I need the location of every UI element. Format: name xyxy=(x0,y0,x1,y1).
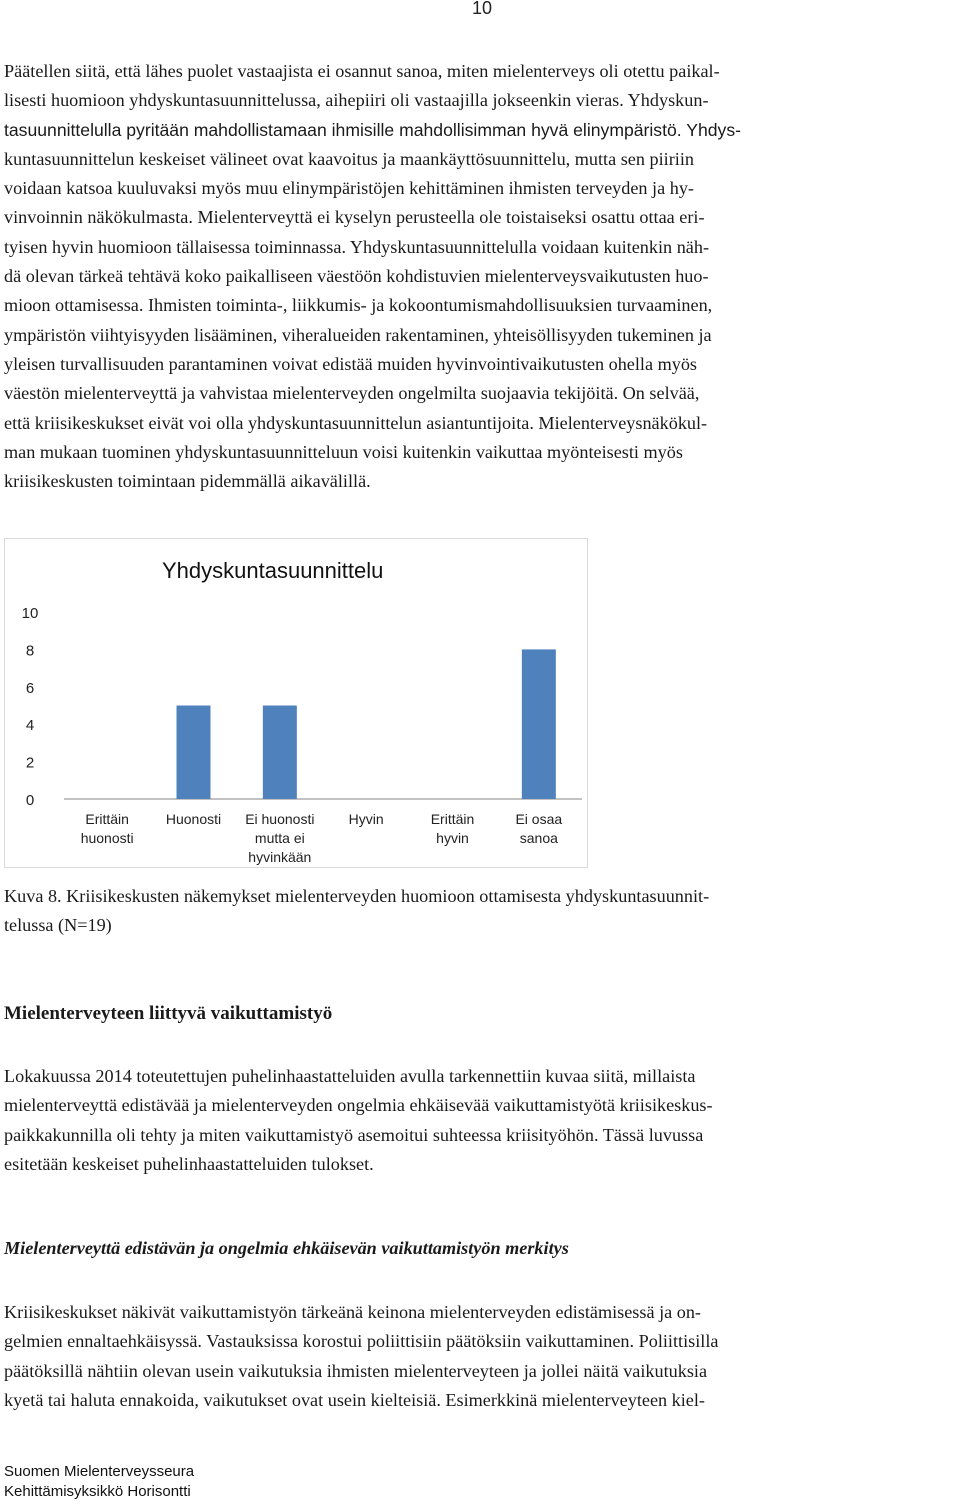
text-line: ympäristön viihtyisyyden lisääminen, viheralueiden rakentaminen, yhteisöllisyyden tukeminen ja xyxy=(4,324,712,345)
caption-line: telussa (N=19) xyxy=(4,915,112,936)
text-line: esitetään keskeiset puhelinhaastatteluiden tulokset. xyxy=(4,1153,374,1174)
text-line: kyetä tai haluta ennakoida, vaikutukset ovat usein kielteisiä. Esimerkkinä mielenterveyteen kiel- xyxy=(4,1389,705,1410)
x-category-label-line: Erittäin xyxy=(430,811,475,827)
x-category-label-line: Erittäin xyxy=(85,811,129,827)
body-paragraph-3 xyxy=(4,1298,956,1415)
body-paragraph-2 xyxy=(4,1062,956,1179)
text-line: man mukaan tuominen yhdyskuntasuunnitteluun voisi kuitenkin vaikuttaa myönteisesti myös xyxy=(4,441,683,462)
y-tick-label: 4 xyxy=(25,717,35,735)
text-line: lisesti huomioon yhdyskuntasuunnittelussa, aihepiiri oli vastaajilla jokseenkin vieras. Yhdyskun- xyxy=(4,90,709,111)
text-line: kriisikeskusten toimintaan pidemmällä aikavälillä. xyxy=(4,471,371,492)
bar-chart xyxy=(4,538,588,868)
y-tick-label: 0 xyxy=(25,792,35,809)
text-line: tyisen hyvin huomioon tällaisessa toiminnassa. Yhdyskuntasuunnittelulla voidaan kuitenkin näh- xyxy=(4,236,710,257)
x-category-label xyxy=(166,811,221,827)
y-tick-label: 2 xyxy=(25,754,35,772)
text-line: gelmien ennaltaehkäisyssä. Vastauksissa korostui poliittisiin päätöksiin vaikuttaminen. Poliittisilla xyxy=(4,1331,719,1352)
text-line: voidaan katsoa kuuluvaksi myös muu elinympäristöjen kehittäminen ihmisten terveyden ja hy- xyxy=(4,178,694,199)
x-category-label-line: sanoa xyxy=(519,830,558,846)
bar-1 xyxy=(177,706,211,800)
y-tick-label: 6 xyxy=(25,679,35,697)
caption-line: Kuva 8. Kriisikeskusten näkemykset mielenterveyden huomioon ottamisesta yhdyskuntasuunnit- xyxy=(4,886,710,906)
text-line: mioon ottamisessa. Ihmisten toiminta-, liikkumis- ja kokoontumismahdollisuuksien turvaaminen, xyxy=(4,295,713,316)
bar-2 xyxy=(263,706,297,800)
x-category-label-line: Ei huonosti xyxy=(245,811,315,827)
x-category-label-line: Huonosti xyxy=(165,811,222,827)
text-line: kuntasuunnittelun keskeiset välineet ovat kaavoitus ja maankäyttösuunnittelu, mutta sen piiriin xyxy=(4,148,694,169)
chart-canvas xyxy=(4,538,588,868)
chart-title: Yhdyskuntasuunnittelu xyxy=(162,558,384,583)
subsection-heading: Mielenterveyttä edistävän ja ongelmia ehkäisevän vaikuttamistyön merkitys xyxy=(4,1238,569,1258)
footer-unit: Kehittämisyksikkö Horisontti xyxy=(4,1483,191,1500)
footer-org: Suomen Mielenterveysseura xyxy=(4,1463,195,1480)
text-line: väestön mielenterveyttä ja vahvistaa mielenterveyden ongelmilta suojaavia tekijöitä. On selvää, xyxy=(4,383,700,404)
text-line: Kriisikeskukset näkivät vaikuttamistyön tärkeänä keinona mielenterveyden edistämisessä ja on- xyxy=(4,1302,701,1322)
figure-caption xyxy=(4,882,956,941)
x-category-label-line: hyvinkään xyxy=(248,849,312,865)
text-line: Lokakuussa 2014 toteutettujen puhelinhaastatteluiden avulla tarkennettiin kuvaa siitä, millaista xyxy=(4,1066,696,1086)
text-line: mielenterveyttä edistävää ja mielenterveyden ongelmia ehkäisevää vaikuttamistyötä kriisikeskus- xyxy=(4,1095,713,1116)
text-line: Päätellen siitä, että lähes puolet vastaajista ei osannut sanoa, miten mielenterveys oli otettu paikal- xyxy=(4,61,720,81)
text-line: dä olevan tärkeä tehtävä koko paikalliseen väestöön kohdistuvien mielenterveysvaikutusten huo- xyxy=(4,266,709,287)
x-category-label xyxy=(245,811,314,865)
body-paragraph-1 xyxy=(4,57,956,496)
x-category-label-line: Ei osaa xyxy=(515,811,563,827)
text-line: että kriisikeskukset eivät voi olla yhdyskuntasuunnittelun asiantuntijoita. Mielenterveysnäkökul- xyxy=(4,412,708,433)
y-tick-label: 10 xyxy=(21,605,39,622)
x-category-label-line: huonosti xyxy=(80,830,134,846)
text-line: tasuunnittelulla pyritään mahdollistamaan ihmisille mahdollisimman hyvä elinympäristö. Yhdys- xyxy=(4,119,741,140)
bar-5 xyxy=(522,649,556,799)
x-category-label-line: mutta ei xyxy=(254,830,305,846)
page-footer xyxy=(4,1462,194,1502)
y-tick-label: 8 xyxy=(25,642,35,660)
text-line: yleisen turvallisuuden parantaminen voivat edistää muiden hyvinvointivaikutusten ohella myös xyxy=(4,353,697,374)
text-line: paikkakunnilla oli tehty ja miten vaikuttamistyö asemoitui suhteessa kriisityöhön. Tässä luvussa xyxy=(4,1124,704,1145)
text-line: vinvoinnin näkökulmasta. Mielenterveyttä ei kyselyn perusteella ole toistaiseksi osattu ottaa eri- xyxy=(4,207,705,228)
section-heading: Mielenterveyteen liittyvä vaikuttamistyö xyxy=(4,1003,333,1024)
x-category-label xyxy=(349,811,384,827)
page-number: 10 xyxy=(471,0,492,18)
x-category-label-line: Hyvin xyxy=(348,811,384,827)
text-line: päätöksillä nähtiin olevan usein vaikutuksia ihmisten mielenterveyteen ja jollei näitä vaikutuksia xyxy=(4,1360,708,1381)
x-category-label-line: hyvin xyxy=(436,830,469,846)
